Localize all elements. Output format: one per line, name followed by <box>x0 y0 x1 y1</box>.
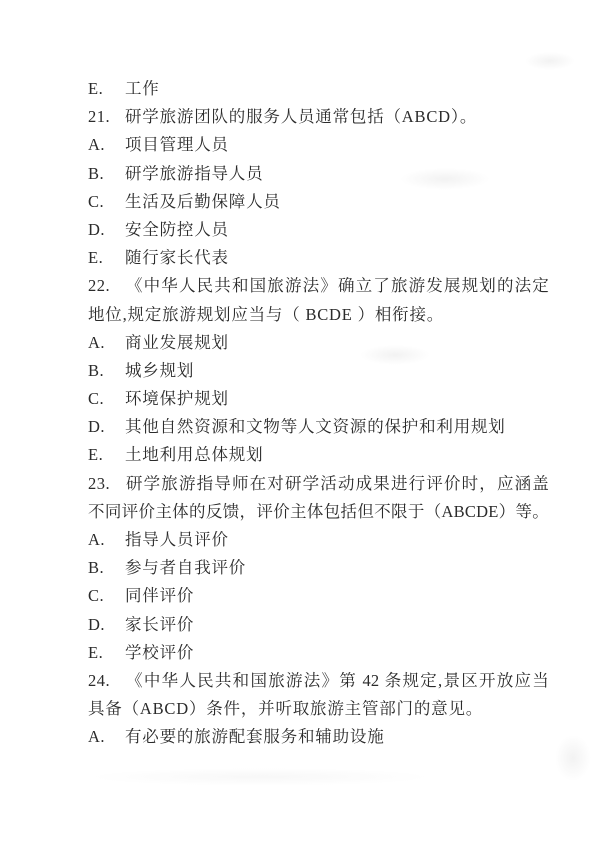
scan-smudge <box>555 735 591 781</box>
line-text: 《中华人民共和国旅游法》确立了旅游发展规划的法定 <box>125 276 549 296</box>
option-label: C. <box>88 586 105 606</box>
option-label: A. <box>88 530 106 549</box>
question-number: 24. <box>88 670 111 690</box>
question-stem-continuation <box>88 695 549 723</box>
scan-smudge <box>360 345 430 365</box>
scan-smudge <box>525 52 575 70</box>
question-stem-line <box>88 103 549 131</box>
line-text: 有必要的旅游配套服务和辅助设施 <box>125 727 385 747</box>
option-line <box>88 131 549 159</box>
option-line <box>88 723 549 751</box>
option-label: B. <box>88 360 105 380</box>
line-text: 具备（ABCD）条件，并听取旅游主管部门的意见。 <box>88 699 484 719</box>
option-line <box>88 441 549 469</box>
line-text: 研学旅游指导师在对研学活动成果进行评价时，应涵盖 <box>125 473 549 493</box>
option-line <box>88 611 549 639</box>
option-label: E. <box>88 248 104 268</box>
option-label: B. <box>88 558 105 578</box>
question-number: 21. <box>88 107 111 127</box>
line-text: 工作 <box>125 79 160 98</box>
question-stem-continuation <box>88 301 549 329</box>
question-number: 23. <box>88 473 111 493</box>
line-text: 指导人员评价 <box>125 530 229 549</box>
option-label: D. <box>88 417 106 437</box>
scan-smudge <box>90 768 430 786</box>
scan-smudge <box>400 168 490 190</box>
question-stem-line <box>88 470 549 498</box>
option-label: A. <box>88 135 106 155</box>
line-text: 家长评价 <box>125 614 195 634</box>
option-label: C. <box>88 389 105 409</box>
option-label: E. <box>88 79 104 98</box>
line-text: 环境保护规划 <box>125 389 229 409</box>
line-text: 地位,规定旅游规划应当与（ BCDE ）相衔接。 <box>88 304 445 324</box>
option-label: E. <box>88 642 104 662</box>
option-label: D. <box>88 614 106 634</box>
option-line <box>88 639 549 667</box>
option-line <box>88 188 549 216</box>
option-line <box>88 554 549 582</box>
line-text: 其他自然资源和文物等人文资源的保护和利用规划 <box>125 417 506 437</box>
question-number: 22. <box>88 276 111 296</box>
option-label: E. <box>88 445 104 465</box>
option-line <box>88 526 549 554</box>
question-stem-line <box>88 272 549 300</box>
option-line <box>88 385 549 413</box>
question-stem-line <box>88 667 549 695</box>
line-text: 城乡规划 <box>125 360 195 380</box>
line-text: 同伴评价 <box>125 586 195 606</box>
line-text: 安全防控人员 <box>125 219 229 239</box>
question-stem-continuation <box>88 498 549 526</box>
line-text: 商业发展规划 <box>125 332 229 352</box>
option-label: C. <box>88 191 105 211</box>
option-label: B. <box>88 163 105 183</box>
option-line <box>88 582 549 610</box>
line-text: 土地利用总体规划 <box>125 445 264 465</box>
line-text: 研学旅游团队的服务人员通常包括（ABCD）。 <box>125 107 478 127</box>
option-line <box>88 413 549 441</box>
option-label: A. <box>88 332 106 352</box>
option-line <box>88 244 549 272</box>
option-label: D. <box>88 219 106 239</box>
line-text: 随行家长代表 <box>125 248 229 268</box>
line-text: 参与者自我评价 <box>125 558 247 578</box>
option-line <box>88 329 549 357</box>
line-text: 项目管理人员 <box>125 135 229 155</box>
line-text: 研学旅游指导人员 <box>125 163 264 183</box>
line-text: 生活及后勤保障人员 <box>125 191 281 211</box>
line-text: 学校评价 <box>125 642 195 662</box>
line-text: 不同评价主体的反馈，评价主体包括但不限于（ABCDE）等。 <box>88 501 549 521</box>
option-label: A. <box>88 727 106 747</box>
option-line <box>88 75 549 103</box>
option-line <box>88 216 549 244</box>
option-line <box>88 357 549 385</box>
line-text: 《中华人民共和国旅游法》第 42 条规定,景区开放应当 <box>125 670 549 690</box>
